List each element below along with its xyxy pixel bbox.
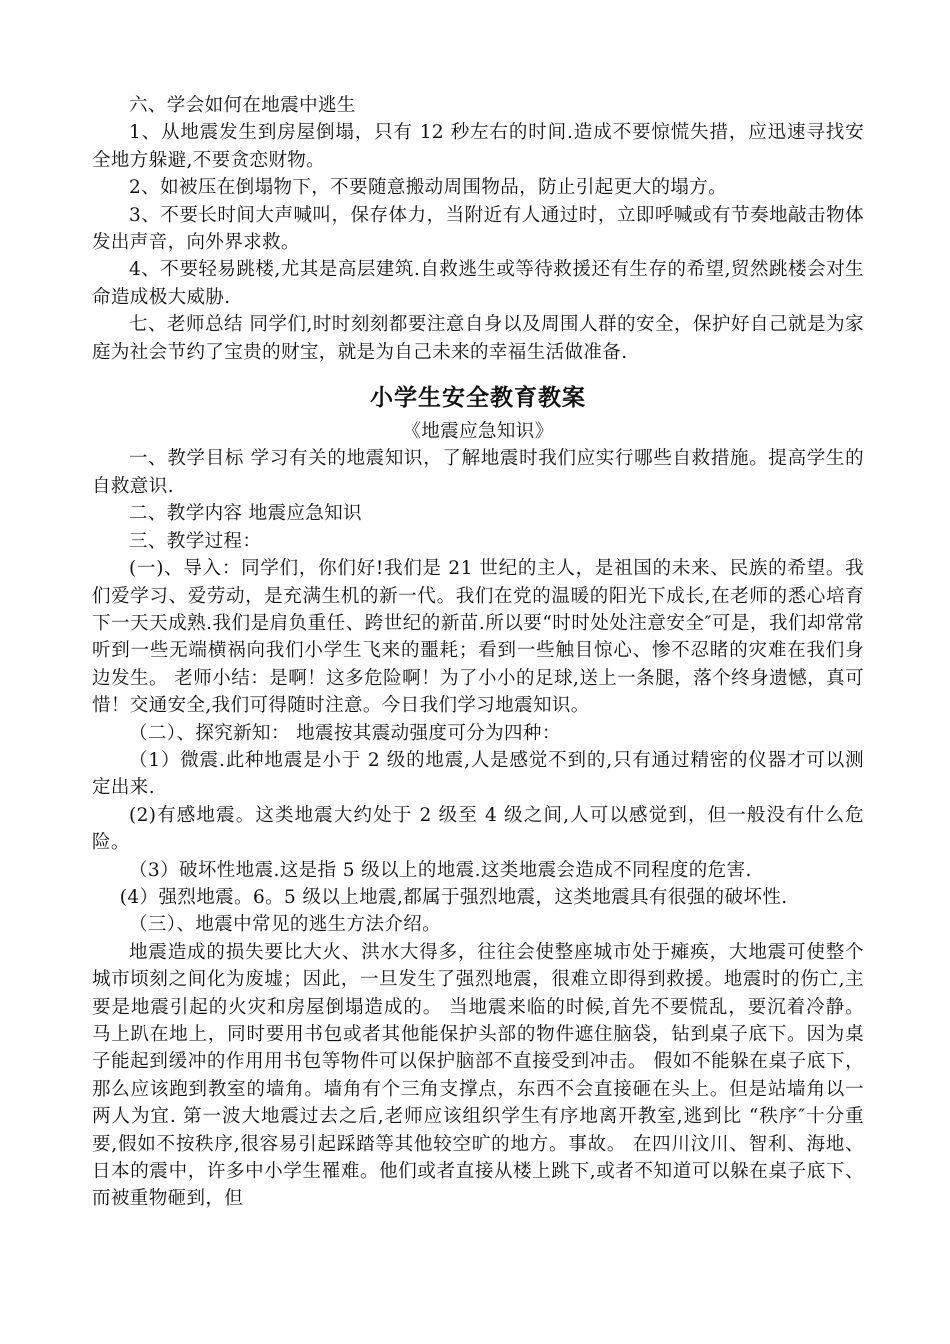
escape-tip-1: 1、从地震发生到房屋倒塌，只有 12 秒左右的时间.造成不要惊慌失措，应迅速寻找安全地方躲避,不要贪恋财物。 — [92, 122, 864, 171]
escape-tip-3: 3、不要长时间大声喊叫，保存体力，当附近有人通过时，立即呼喊或有节奏地敲击物体发出声音，向外界求救。 — [92, 204, 864, 254]
quake-type-1: （1）微震.此种地震是小于 2 级的地震,人是感觉不到的,只有通过精密的仪器才可以测定出来. — [92, 749, 864, 799]
teaching-content: 二、教学内容 地震应急知识 — [129, 503, 363, 525]
introduction-paragraph: (一)、导入：同学们，你们好!我们是 21 世纪的主人，是祖国的未来、民族的希望。我们爱学习、爱劳动，是充满生机的新一代。我们在党的温暖的阳光下成长,在老师的悉心培育下一天天成熟.我们是肩负重任、跨世纪的新苗.所以要“时时处处注意安全″可是，我们却常常听到一些无端横祸向我们小学生飞来的噩耗；看到一些触目惊心、惨不忍睹的灾难在我们身边发生。 老师小结：是啊！这多危险啊！为了小小的足球,送上一条腿，落个终身遗憾，真可惜！交通安全,我们可得随时注意。今日我们学习地震知识。 — [92, 558, 864, 717]
escape-methods-heading: （三）、地震中常见的逃生方法介绍。 — [129, 914, 442, 936]
teacher-summary: 七、老师总结 同学们,时时刻刻都要注意自身以及周围人群的安全，保护好自己就是为家庭为社会节约了宝贵的财宝，就是为自己未来的幸福生活做准备. — [92, 314, 864, 363]
quake-type-3: （3）破坏性地震.这是指 5 级以上的地震.这类地震会造成不同程度的危害. — [129, 859, 752, 881]
section-heading-escape: 六、学会如何在地震中逃生 — [129, 95, 356, 116]
teaching-process-heading: 三、教学过程： — [129, 530, 262, 552]
document-page — [92, 92, 864, 1213]
escape-tip-2: 2、如被压在倒塌物下，不要随意搬动周围物品，防止引起更大的塌方。 — [129, 177, 728, 199]
quake-type-4: (4）强烈地震。6。5 级以上地震,都属于强烈地震，这类地震具有很强的破坏性. — [119, 886, 788, 908]
quake-type-2: (2)有感地震。这类地震大约处于 2 级至 4 级之间,人可以感觉到，但一般没有什么危险。 — [92, 804, 864, 854]
document-subtitle: 《地震应急知识》 — [402, 421, 554, 443]
document-title: 小学生安全教育教案 — [370, 384, 586, 412]
escape-tip-4: 4、不要轻易跳楼,尤其是高层建筑.自救逃生或等待救援还有生存的希望,贸然跳楼会对生命造成极大威胁. — [92, 259, 864, 308]
explore-heading: （二）、探究新知： 地震按其震动强度可分为四种： — [129, 722, 561, 744]
escape-methods-paragraph: 地震造成的损失要比大火、洪水大得多，往往会使整座城市处于瘫痪，大地震可使整个城市顷刻之间化为废墟；因此，一旦发生了强烈地震，很难立即得到救援。地震时的伤亡,主要是地震引起的火灾和房屋倒塌造成的。 当地震来临的时候,首先不要慌乱，要沉着冷静。 马上趴在地上，同时要用书包或者其他能保护头部的物件遮住脑袋，钻到桌子底下。因为桌子能起到缓冲的作用用书包等物件可以保护脑部不直接受到冲击。 假如不能躲在桌子底下，那么应该跑到教室的墙角。墙角有个三角支撑点，东西不会直接砸在头上。但是站墙角以一两人为宜. 第一波大地震过去之后,老师应该组织学生有序地离开教室,逃到比 “秩序″十分重要,假如不按秩序,很容易引起踩踏等其他较空旷的地方。事故。 在四川汶川、智利、海地、日本的震中，许多中小学生罹难。他们或者直接从楼上跳下,或者不知道可以躲在桌子底下、而被重物砸到，但 — [92, 941, 864, 1210]
teaching-goal: 一、教学目标 学习有关的地震知识，了解地震时我们应实行哪些自救措施。提高学生的自救意识. — [92, 448, 864, 497]
